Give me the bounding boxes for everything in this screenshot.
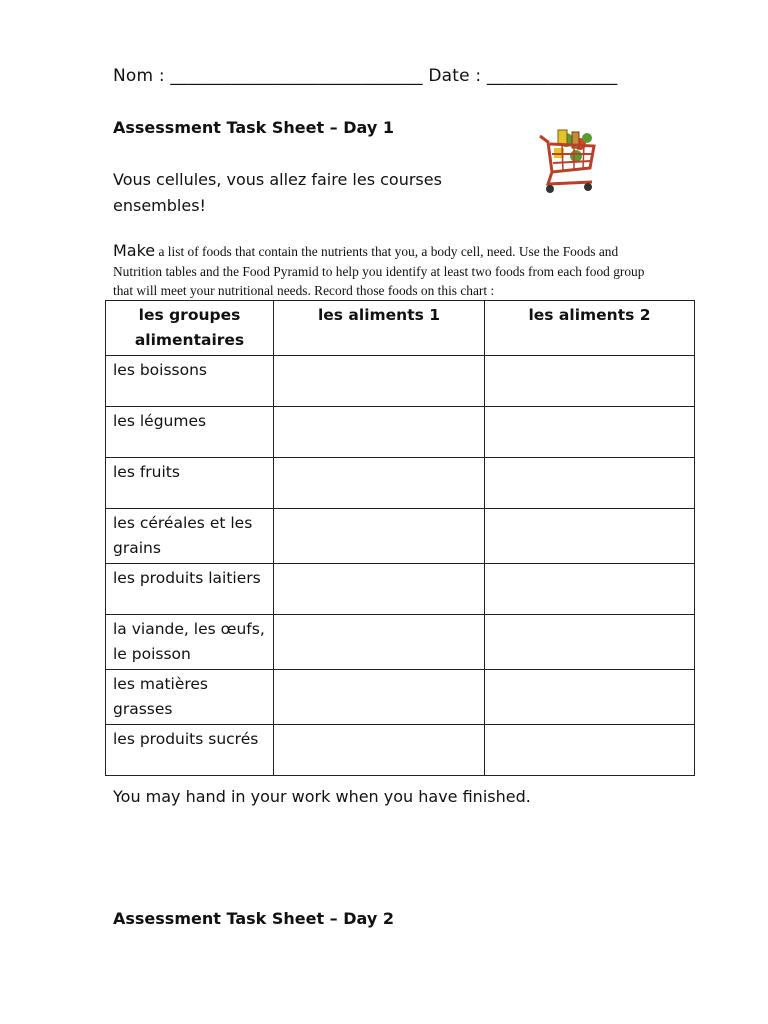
table-row [106,670,695,725]
day1-title: Assessment Task Sheet – Day 1 [113,118,394,137]
table-row [106,615,695,670]
cell-aliments-1[interactable] [274,458,485,509]
cell-aliments-2[interactable] [485,509,695,564]
cell-aliments-2[interactable] [485,725,695,776]
row-label-cereales: les céréales et les grains [106,509,274,564]
row-label-legumes: les légumes [106,407,274,458]
table-row [106,725,695,776]
header-aliments-1: les aliments 1 [274,301,485,356]
shopping-cart-icon [530,122,606,198]
table-row [106,356,695,407]
closing-text: You may hand in your work when you have finished. [113,787,531,806]
intro-text: Vous cellules, vous allez faire les courses ensembles! [113,170,442,215]
cell-aliments-2[interactable] [485,356,695,407]
row-label-viande: la viande, les œufs, le poisson [106,615,274,670]
table-header-row [106,301,695,356]
instruction-text: a list of foods that contain the nutrients that you, a body cell, need. Use the Foods and Nutrition tables and the Food Pyramid to help you identify at least two foods from each food group that will meet your nutritional needs. Record those foods on this chart : [113,244,645,298]
cell-aliments-1[interactable] [274,509,485,564]
table-row [106,509,695,564]
date-blank[interactable]: _______________ [486,66,618,86]
cell-aliments-2[interactable] [485,458,695,509]
nom-label: Nom : [113,66,165,86]
date-label: Date : [428,66,482,86]
food-groups-table [105,300,695,776]
nom-blank[interactable]: _____________________________ [170,66,423,86]
cell-aliments-2[interactable] [485,564,695,615]
row-label-matieres-grasses: les matières grasses [106,670,274,725]
day2-title: Assessment Task Sheet – Day 2 [113,909,394,928]
header-aliments-2: les aliments 2 [485,301,695,356]
cell-aliments-1[interactable] [274,564,485,615]
name-date-line [113,66,617,86]
cell-aliments-2[interactable] [485,407,695,458]
table-row [106,564,695,615]
row-label-sucres: les produits sucrés [106,725,274,776]
row-label-fruits: les fruits [106,458,274,509]
cell-aliments-2[interactable] [485,670,695,725]
instructions [113,241,658,301]
table-row [106,458,695,509]
cell-aliments-1[interactable] [274,670,485,725]
header-groupes: les groupes alimentaires [106,301,274,356]
instruction-lead: Make [113,241,156,260]
row-label-laitiers: les produits laitiers [106,564,274,615]
cell-aliments-1[interactable] [274,615,485,670]
cell-aliments-1[interactable] [274,725,485,776]
cell-aliments-2[interactable] [485,615,695,670]
cell-aliments-1[interactable] [274,407,485,458]
row-label-boissons: les boissons [106,356,274,407]
table-row [106,407,695,458]
cell-aliments-1[interactable] [274,356,485,407]
